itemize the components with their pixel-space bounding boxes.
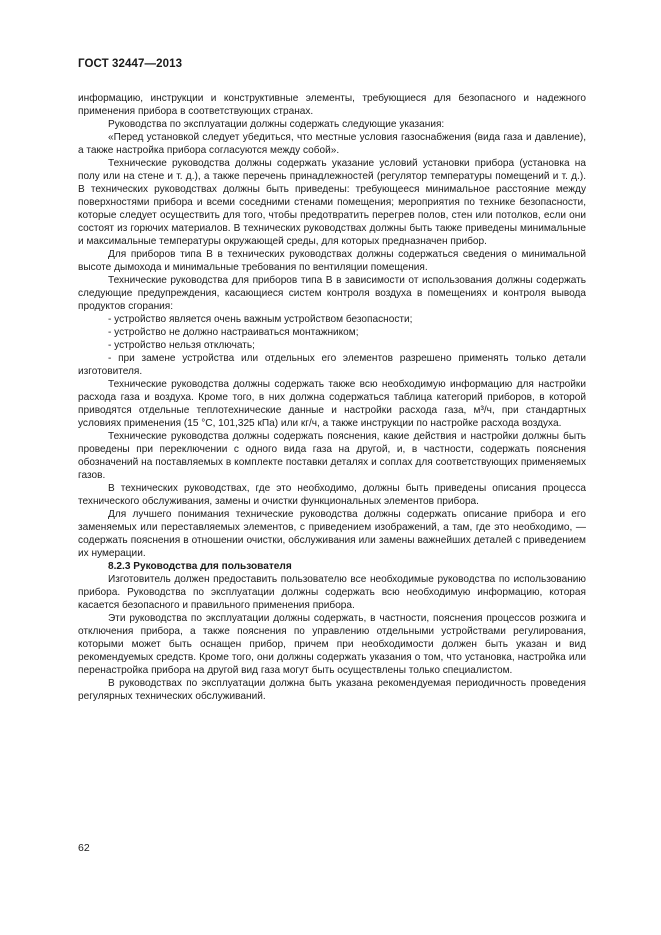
- document-body: [78, 92, 586, 703]
- list-item: - устройство не должно настраиваться монтажником;: [108, 327, 359, 338]
- paragraph: Изготовитель должен предоставить пользователю все необходимые руководства по использованию прибора. Руководства по эксплуатации должны содержать всю необходимую информацию, которая касается безопасного и правильного применения прибора.: [78, 574, 586, 611]
- list-item: - устройство является очень важным устройством безопасности;: [108, 314, 413, 325]
- paragraph: Технические руководства для приборов типа В в зависимости от использования должны содержать следующие предупреждения, касающиеся систем контроля воздуха в помещениях и контроля вывода продуктов сгорания:: [78, 275, 586, 312]
- paragraph: Технические руководства должны содержать пояснения, какие действия и настройки должны быть проведены при переключении с одного вида газа на другой, и, в частности, содержать пояснения обозначений на поставляемых в комплекте поставки деталях и соплах для соответствующих применяемых газов.: [78, 431, 586, 481]
- paragraph: В технических руководствах, где это необходимо, должны быть приведены описания процесса технического обслуживания, замены и очистки функциональных элементов прибора.: [78, 483, 586, 507]
- paragraph: Эти руководства по эксплуатации должны содержать, в частности, пояснения процессов розжига и отключения прибора, а также пояснения по управлению отдельными устройствами регулирования, которыми может быть оснащен прибор, причем при необходимости должен быть указан и вид рекомендуемых средств. Кроме того, они должны содержать указания о том, что установка, настройка или перенастройка прибора на другой вид газа могут быть осуществлены только специалистом.: [78, 613, 586, 676]
- standard-header: ГОСТ 32447—2013: [78, 58, 183, 70]
- list-item: - при замене устройства или отдельных его элементов разрешено применять только детали изготовителя.: [78, 353, 586, 377]
- paragraph: Технические руководства должны содержать указание условий установки прибора (установка на полу или на стене и т. д.), а также перечень принадлежностей (регулятор температуры помещений и т. д.). В технических руководствах должны быть приведены: требующееся минимальное расстояние между поверхностями прибора и всеми соседними стенами помещения; мероприятия по технике безопасности, которые следует осуществить для того, чтобы предотвратить перегрев полов, стен или потолков, если они состоят из горючих материалов. В технических руководствах должны быть также приведены минимальные и максимальные температуры окружающей среды, для которых предназначен прибор.: [78, 158, 586, 247]
- page-number: 62: [78, 842, 90, 854]
- paragraph: Технические руководства должны содержать также всю необходимую информацию для настройки расхода газа и воздуха. Кроме того, в них должна содержаться таблица категорий приборов, в которой приводятся отдельные теплотехнические данные и настройки расхода газа, м³/ч, при стандартных условиях применения (15 °С, 101,325 кПа) или кг/ч, а также инструкции по настройке расхода воздуха.: [78, 379, 586, 429]
- list-item: - устройство нельзя отключать;: [108, 340, 255, 351]
- paragraph: Для лучшего понимания технические руководства должны содержать описание прибора и его заменяемых или переставляемых элементов, с приведением изображений, а там, где это необходимо, — содержать пояснения в отношении очистки, обслуживания или замены важнейших деталей с приведением их нумерации.: [78, 509, 586, 559]
- quote-paragraph: «Перед установкой следует убедиться, что местные условия газоснабжения (вида газа и давление), а также настройка прибора согласуются между собой».: [78, 132, 586, 156]
- paragraph: информацию, инструкции и конструктивные элементы, требующиеся для безопасного и надежного применения прибора в соответствующих странах.: [78, 93, 586, 117]
- section-heading: 8.2.3 Руководства для пользователя: [108, 561, 292, 572]
- paragraph: В руководствах по эксплуатации должна быть указана рекомендуемая периодичность проведения регулярных технических обслуживаний.: [78, 678, 586, 702]
- paragraph: Руководства по эксплуатации должны содержать следующие указания:: [108, 119, 445, 130]
- paragraph: Для приборов типа В в технических руководствах должны содержаться сведения о минимальной высоте дымохода и минимальные требования по вентиляции помещения.: [78, 249, 586, 273]
